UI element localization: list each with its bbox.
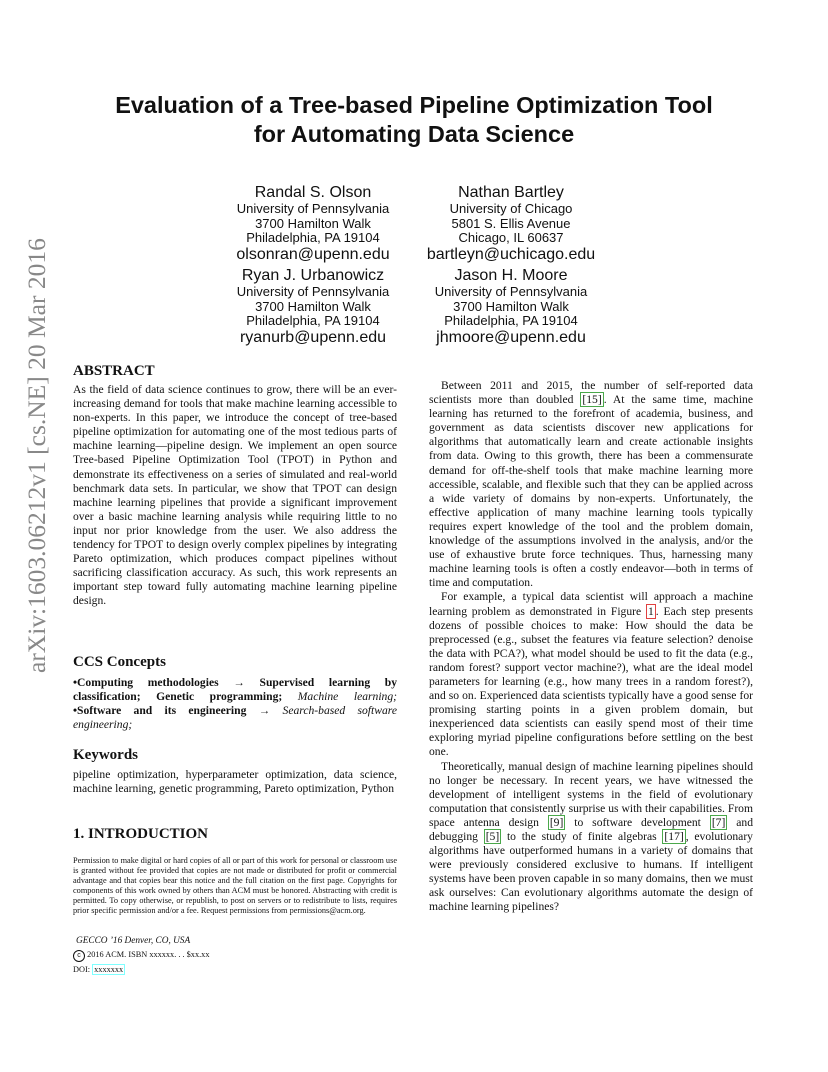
text-span: , evolutionary algorithms have outperformed humans in a variety of domains that were previously considered exclusive to humans. If intelligent systems have been proven capable in so many domains, then we must ask ourselves: Can evolutionary algorithms automate the design of machine learning pipelines? [429,830,753,914]
citation-link[interactable]: [7] [711,815,726,829]
ccs-heading: CCS Concepts [73,654,166,670]
ccs-text [73,676,397,732]
citation-link[interactable]: [5] [485,830,500,843]
author-street: 3700 Hamilton Walk [255,215,371,231]
citation-link[interactable]: [9] [549,815,564,829]
intro-paragraph-2 [429,590,753,759]
author-name: Randal S. Olson [254,184,372,201]
citation-link[interactable]: [15] [582,393,602,407]
text-span: Theoretically, manual design of machine learning pipelines should no longer be necessary. In recent years, we have witnessed the development of intelligent systems in the field of evolutionary computation that consistently surprise us with their capabilities. From space antenna design [429,759,753,829]
title-line-2: for Automating Data Science [253,121,575,147]
text-span: and debugging [429,815,753,843]
abstract-text: As the field of data science continues to grow, there will be an ever-increasing demand for tools that make machine learning accessible to non-experts. In this paper, we introduce the concept of tree-based pipeline optimization for automating one of the most tedious parts of machine learning—pipeline design. We implement an open source Tree-based Pipeline Optimization Tool (TPOT) in Python and demonstrate its effectiveness on a series of simulated and real-world benchmark data sets. In particular, we show that TPOT can design machine learning pipelines that provide a significant improvement over a basic machine learning analysis while requiring little to no input nor prior knowledge from the user. We also address the tendency for TPOT to design overly complex pipelines by integrating Pareto optimization, which produces compact pipelines without sacrificing classification accuracy. As such, this work represents an important step toward fully automating machine learning pipeline design. [73,383,397,608]
doi-link[interactable]: xxxxxxx [94,965,124,974]
author-email: jhmoore@upenn.edu [436,328,586,346]
arrow: → [218,676,260,689]
author-block-2 [391,184,631,264]
author-email: ryanurb@upenn.edu [239,328,387,346]
introduction-heading: 1. INTRODUCTION [73,826,209,842]
introduction-body [429,379,753,915]
intro-paragraph-1 [429,379,753,590]
permission-notice: Permission to make digital or hard copies of all or part of this work for personal or classroom use is granted without fee provided that copies are not made or distributed for profit or commercial advantage and that copies bear this notice and the full citation on the first page. Copyrights for components of this work owned by others than ACM must be honored. Abstracting with credit is permitted. To copy otherwise, or republish, to post on servers or to redistribute to lists, requires prior specific permission and/or a fee. Request permissions from permissions@acm.org. [73,856,397,916]
ccs-term: Supervised learning by classification; Genetic programming; [73,676,398,704]
abstract-body [73,383,397,609]
author-city: Philadelphia, PA 19104 [246,230,380,245]
ccs-term: Machine learning; [282,690,397,704]
keywords-body [73,768,397,796]
author-city: Chicago, IL 60637 [458,230,564,245]
author-street: 3700 Hamilton Walk [255,298,371,314]
arxiv-identifier: arXiv:1603.06212v1 [cs.NE] 20 Mar 2016 [22,238,51,673]
author-city: Philadelphia, PA 19104 [246,313,380,328]
copyright-text: 2016 ACM. ISBN xxxxxx. . . $xx.xx [85,950,210,959]
title-line-1: Evaluation of a Tree-based Pipeline Optimization Tool [115,92,713,118]
ccs-body [73,676,397,732]
figure-link[interactable]: 1 [647,604,654,618]
ccs-term: •Computing methodologies [73,676,219,689]
author-affiliation: University of Pennsylvania [236,284,390,299]
conference-venue: GECCO ’16 Denver, CO, USA [76,936,191,946]
arrow: → [246,704,283,718]
text-span: to software development [565,815,710,829]
author-affiliation: University of Chicago [449,201,573,216]
copyright-line [73,950,209,962]
text-span: Between 2011 and 2015, the number of self-reported data scientists more than doubled [429,379,753,407]
text-span: For example, a typical data scientist will approach a machine learning problem as demonstrated in Figure [429,590,753,618]
keywords-text: pipeline optimization, hyperparameter optimization, data science, machine learning, genetic programming, Pareto optimization, Python [73,768,397,796]
keywords-heading: Keywords [73,747,138,763]
author-email: bartleyn@uchicago.edu [426,245,596,263]
author-name: Nathan Bartley [458,184,564,201]
author-street: 5801 S. Ellis Avenue [451,215,571,231]
author-city: Philadelphia, PA 19104 [444,313,578,328]
author-affiliation: University of Pennsylvania [434,284,588,299]
author-street: 3700 Hamilton Walk [453,298,569,314]
author-affiliation: University of Pennsylvania [236,201,390,216]
copyright-icon: c [73,950,85,962]
text-span: to the study of finite algebras [501,830,663,843]
author-email: olsonran@upenn.edu [236,245,390,263]
intro-paragraph-3 [429,760,753,915]
ccs-term: •Software and its engineering [73,704,247,718]
author-block-4 [391,267,631,347]
paper-title [80,91,748,149]
text-span: . Each step presents dozens of possible choices to make: How should the data be preprocessed (e.g., subset the features via feature selection? denoise the data with PCA?), what model should be used to fit the data (e.g., random forest? support vector machine?), what are the ideal model parameters for learning (e.g., how many trees in a random forest?), and so on. Experienced data scientists typically have a good sense for promising starting points in a given problem domain, but inexperienced data scientists can easily spend most of their time exploring myriad pipeline configurations before settling on the best one. [429,604,753,759]
citation-link[interactable]: [17] [664,830,684,843]
doi-line [73,965,125,974]
abstract-heading: ABSTRACT [73,363,155,379]
ccs-term: Search-based software engineering; [73,704,397,732]
text-span: . At the same time, machine learning has returned to the forefront of academia, business, and government as data scientists discover new applications for algorithms that automatically learn and create actionable insights from data. Owing to this growth, there has been a commensurate demand for off-the-shelf tools that make machine learning more accessible, scalable, and flexible such that they can be applied across a wide variety of domains by non-experts. Unfortunately, the effective application of many machine learning tools typically requires expert knowledge of the tool and the problem domain, knowledge of the assumptions involved in the analysis, and/or the use of exhaustive brute force techniques. Thus, harnessing many machine learning tools is often a costly endeavor—both in terms of time and computation. [429,393,753,590]
author-name: Jason H. Moore [454,267,568,284]
author-name: Ryan J. Urbanowicz [241,267,385,284]
doi-label: DOI: [73,965,93,974]
